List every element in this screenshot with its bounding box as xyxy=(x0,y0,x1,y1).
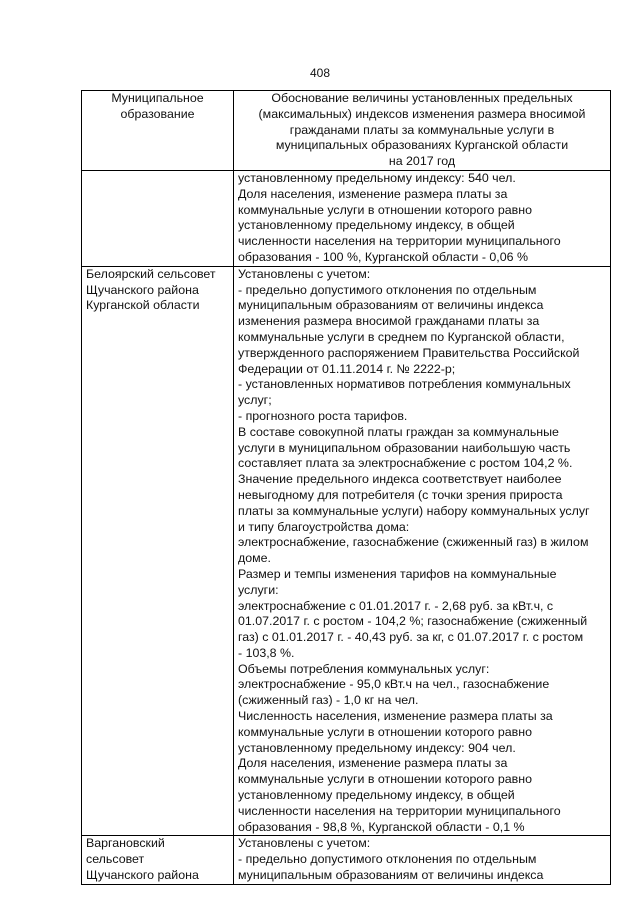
municipality-name-line: Белоярский сельсовет xyxy=(86,266,216,281)
justification-line: коммунальные услуги в отношении которого равно xyxy=(238,772,532,787)
municipality-name-line: Щучанского района xyxy=(86,868,199,883)
justification-line: численности населения на территории муниципального xyxy=(238,803,561,818)
justification-line: Доля населения, изменение размера платы за xyxy=(238,756,508,771)
header-justification-line: (максимальных) индексов изменения размера вносимой xyxy=(258,106,586,121)
header-municipality xyxy=(82,91,234,171)
header-municipality-line: образование xyxy=(120,106,195,121)
table-row xyxy=(82,170,611,266)
justification-line: численности населения на территории муниципального xyxy=(238,234,561,249)
justification-line: электроснабжение - 95,0 кВт.ч на чел., газоснабжение xyxy=(238,677,550,692)
justification-line: доме. xyxy=(238,551,271,566)
justification-line: Доля населения, изменение размера платы за xyxy=(238,186,508,201)
header-justification-line: Обоснование величины установленных предельных xyxy=(271,91,573,105)
justification-line: Федерации от 01.11.2014 г. № 2222-р; xyxy=(238,361,456,376)
table-header-row xyxy=(82,91,611,171)
justification-line: Численность населения, изменение размера платы за xyxy=(238,709,553,724)
page-number: 408 xyxy=(309,66,331,80)
justification-line: образования - 98,8 %, Курганской области - 0,1 % xyxy=(238,819,525,834)
justification-line: коммунальные услуги в среднем по Курганской области, xyxy=(238,329,565,344)
justification-line: - предельно допустимого отклонения по отдельным xyxy=(238,852,537,867)
justification-line: образования - 100 %, Курганской области - 0,06 % xyxy=(238,249,528,264)
justification-cell xyxy=(234,266,611,836)
justification-line: установленному предельному индексу: 904 чел. xyxy=(238,740,516,755)
justification-line: установленному предельному индексу: 540 чел. xyxy=(238,170,516,185)
justification-line: услуги в муниципальном образовании наибольшую часть xyxy=(238,440,571,455)
justification-line: муниципальным образованиям от величины индекса xyxy=(238,868,544,883)
municipality-name-line: Варгановский xyxy=(86,836,165,851)
justification-line: услуги: xyxy=(238,582,279,597)
municipality-cell xyxy=(82,170,234,266)
header-justification-line: гражданами платы за коммунальные услуги в xyxy=(289,122,555,137)
justification-line: - 103,8 %. xyxy=(238,645,295,660)
justification-line: изменения размера вносимой гражданами платы за xyxy=(238,314,540,329)
justification-line: и типу благоустройства дома: xyxy=(238,519,410,534)
justification-line: Установлены с учетом: xyxy=(238,836,371,851)
table-row xyxy=(82,266,611,836)
justification-table xyxy=(81,90,611,885)
justification-line: платы за коммунальные услуги) набору коммунальных услуг xyxy=(238,503,590,518)
justification-line: газ) с 01.01.2017 г. - 40,43 руб. за кг, с 01.07.2017 г. с ростом xyxy=(238,630,584,645)
justification-line: 01.07.2017 г. с ростом - 104,2 %; газоснабжение (сжиженный xyxy=(238,614,588,629)
justification-line: Установлены с учетом: xyxy=(238,266,371,281)
justification-line: Объемы потребления коммунальных услуг: xyxy=(238,661,490,676)
municipality-cell xyxy=(82,836,234,884)
municipality-name-line: сельсовет xyxy=(86,852,145,867)
justification-line: электроснабжение, газоснабжение (сжиженный газ) в жилом xyxy=(238,535,589,550)
table-row xyxy=(82,836,611,884)
justification-line: коммунальные услуги в отношении которого равно xyxy=(238,202,532,217)
justification-line: утвержденного распоряжением Правительства Российской xyxy=(238,345,580,360)
municipality-name-line: Щучанского района xyxy=(86,282,199,297)
justification-line: коммунальные услуги в отношении которого равно xyxy=(238,724,532,739)
header-justification-line: на 2017 год xyxy=(388,154,456,169)
justification-line: установленному предельному индексу, в общей xyxy=(238,788,515,803)
justification-line: Размер и темпы изменения тарифов на коммунальные xyxy=(238,566,557,581)
justification-line: невыгодному для потребителя (с точки зрения прироста xyxy=(238,487,563,502)
municipality-cell xyxy=(82,266,234,836)
justification-line: - предельно допустимого отклонения по отдельным xyxy=(238,282,537,297)
justification-line: В составе совокупной платы граждан за коммунальные xyxy=(238,424,559,439)
header-justification-line: муниципальных образованиях Курганской области xyxy=(275,138,569,153)
justification-line: муниципальным образованиям от величины индекса xyxy=(238,298,544,313)
header-justification xyxy=(234,91,611,171)
justification-line: составляет плата за электроснабжение с ростом 104,2 %. xyxy=(238,456,573,471)
justification-line: (сжиженный газ) - 1,0 кг на чел. xyxy=(238,693,419,708)
justification-line: - прогнозного роста тарифов. xyxy=(238,408,408,423)
justification-line: Значение предельного индекса соответствует наиболее xyxy=(238,472,562,487)
header-municipality-line: Муниципальное xyxy=(111,91,204,105)
justification-cell xyxy=(234,170,611,266)
justification-line: установленному предельному индексу, в общей xyxy=(238,218,515,233)
justification-line: электроснабжение с 01.01.2017 г. - 2,68 руб. за кВт.ч, с xyxy=(238,598,554,613)
justification-line: - установленных нормативов потребления коммунальных xyxy=(238,377,571,392)
justification-line: услуг; xyxy=(238,393,272,408)
justification-cell xyxy=(234,836,611,884)
municipality-name-line: Курганской области xyxy=(86,298,200,313)
